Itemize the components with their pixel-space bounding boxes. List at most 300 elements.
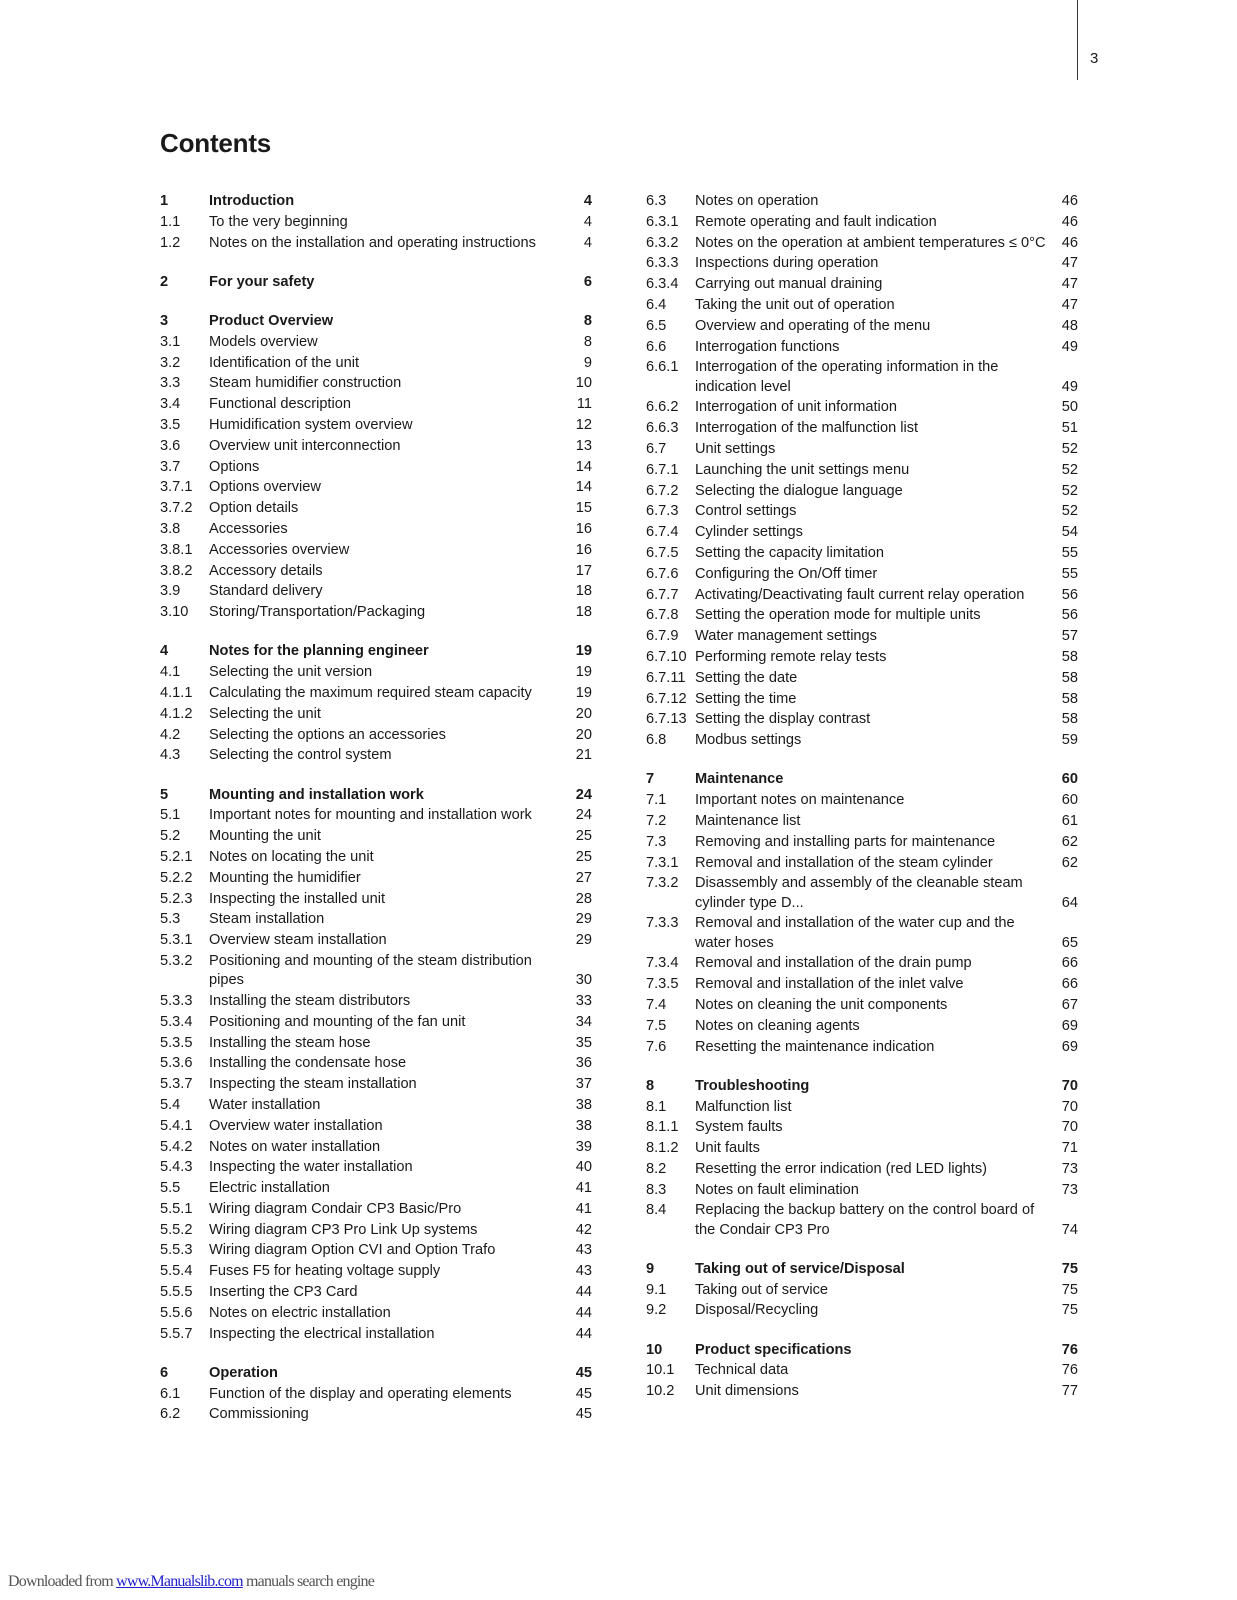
toc-entry[interactable] bbox=[160, 1200, 592, 1219]
toc-entry[interactable] bbox=[646, 1118, 1078, 1137]
toc-entry-number: 5.2.3 bbox=[160, 890, 193, 907]
toc-entry[interactable] bbox=[646, 731, 1078, 750]
toc-entry-title: Replacing the backup battery on the control board of the Condair CP3 Pro bbox=[695, 1202, 1035, 1238]
toc-entry-title: Mounting the humidifier bbox=[209, 869, 361, 886]
toc-entry-number: 3.5 bbox=[160, 416, 181, 433]
toc-entry[interactable] bbox=[160, 562, 592, 581]
toc-entry[interactable] bbox=[160, 1075, 592, 1094]
toc-entry[interactable] bbox=[160, 827, 592, 846]
toc-entry-number: 6.7.1 bbox=[646, 461, 679, 478]
toc-entry-page: 73 bbox=[1061, 1160, 1078, 1177]
toc-entry[interactable] bbox=[646, 338, 1078, 357]
toc-entry-page: 14 bbox=[575, 458, 592, 475]
toc-entry-page: 49 bbox=[1061, 378, 1078, 395]
toc-entry-number: 5.4.1 bbox=[160, 1117, 193, 1134]
toc-entry[interactable] bbox=[646, 975, 1078, 994]
toc-entry-page: 60 bbox=[1061, 771, 1078, 788]
toc-entry-title: Notes for the planning engineer bbox=[209, 643, 429, 660]
toc-entry[interactable] bbox=[646, 710, 1078, 729]
toc-entry-title: Calculating the maximum required steam capacity bbox=[209, 684, 532, 701]
toc-entry-page: 42 bbox=[575, 1221, 592, 1238]
toc-entry[interactable] bbox=[646, 502, 1078, 521]
toc-entry[interactable] bbox=[160, 1013, 592, 1032]
toc-entry-number: 4 bbox=[160, 643, 169, 660]
toc-entry-number: 4.1 bbox=[160, 664, 181, 681]
toc-entry-number: 6.8 bbox=[646, 732, 667, 749]
toc-entry-number: 8 bbox=[646, 1077, 655, 1094]
toc-entry-title: Mounting and installation work bbox=[209, 786, 424, 803]
toc-entry-number: 3.7 bbox=[160, 458, 181, 475]
toc-entry-page: 58 bbox=[1061, 690, 1078, 707]
toc-entry[interactable] bbox=[160, 848, 592, 867]
toc-chapter-entry[interactable] bbox=[160, 312, 592, 331]
toc-entry-title: Inspections during operation bbox=[695, 255, 879, 272]
toc-entry-page: 38 bbox=[575, 1117, 592, 1134]
toc-entry[interactable] bbox=[646, 275, 1078, 294]
toc-entry[interactable] bbox=[160, 603, 592, 622]
toc-entry-title: Installing the steam hose bbox=[209, 1034, 371, 1051]
toc-entry[interactable] bbox=[160, 213, 592, 232]
toc-entry-number: 9 bbox=[646, 1260, 655, 1277]
toc-entry[interactable] bbox=[160, 416, 592, 435]
toc-entry[interactable] bbox=[646, 192, 1078, 211]
toc-entry-page: 45 bbox=[575, 1385, 592, 1402]
toc-entry-page: 51 bbox=[1061, 420, 1078, 437]
toc-entry[interactable] bbox=[646, 648, 1078, 667]
toc-entry-number: 6.6.3 bbox=[646, 420, 679, 437]
toc-entry[interactable] bbox=[160, 952, 592, 990]
toc-chapter-entry[interactable] bbox=[646, 1260, 1078, 1279]
toc-entry-page: 34 bbox=[575, 1013, 592, 1030]
toc-entry-number: 3.8 bbox=[160, 520, 181, 537]
toc-entry[interactable] bbox=[160, 499, 592, 518]
manualslib-link[interactable]: www.Manualslib.com bbox=[116, 1573, 243, 1590]
toc-entry-page: 28 bbox=[575, 890, 592, 907]
toc-entry[interactable] bbox=[160, 705, 592, 724]
toc-entry-page: 47 bbox=[1061, 255, 1078, 272]
toc-entry-number: 6.7.3 bbox=[646, 503, 679, 520]
toc-entry-page: 16 bbox=[575, 541, 592, 558]
toc-entry[interactable] bbox=[646, 1038, 1078, 1057]
toc-entry[interactable] bbox=[646, 791, 1078, 810]
toc-entry-page: 46 bbox=[1061, 193, 1078, 209]
toc-entry-number: 5.3.1 bbox=[160, 932, 193, 949]
toc-entry-title: Accessories overview bbox=[209, 541, 350, 558]
toc-entry[interactable] bbox=[160, 458, 592, 477]
toc-entry-number: 7.5 bbox=[646, 1017, 667, 1034]
toc-entry-title: Overview steam installation bbox=[209, 932, 387, 949]
toc-entry-title: Activating/Deactivating fault current relay operation bbox=[695, 586, 1025, 603]
toc-entry-title: Inspecting the steam installation bbox=[209, 1076, 417, 1093]
toc-entry-title: Functional description bbox=[209, 396, 351, 413]
toc-entry-number: 5.4.3 bbox=[160, 1159, 193, 1176]
toc-entry-page: 55 bbox=[1061, 565, 1078, 582]
toc-entry-page: 30 bbox=[575, 972, 592, 989]
toc-entry-number: 5.4.2 bbox=[160, 1138, 193, 1155]
toc-entry-page: 20 bbox=[575, 705, 592, 722]
toc-entry-number: 6.2 bbox=[160, 1406, 181, 1423]
page-number: 3 bbox=[1090, 50, 1099, 67]
toc-entry-title: Unit faults bbox=[695, 1140, 760, 1157]
toc-entry-page: 43 bbox=[575, 1263, 592, 1280]
toc-entry[interactable] bbox=[160, 931, 592, 950]
toc-entry-title: Operation bbox=[209, 1364, 278, 1381]
toc-chapter-entry[interactable] bbox=[160, 192, 592, 211]
toc-entry[interactable] bbox=[646, 544, 1078, 563]
toc-entry-number: 6.5 bbox=[646, 317, 667, 334]
toc-chapter-entry[interactable] bbox=[160, 642, 592, 661]
toc-entry-number: 6.3.4 bbox=[646, 276, 679, 293]
page-title: Contents bbox=[160, 128, 272, 158]
toc-entry-title: Carrying out manual draining bbox=[695, 276, 883, 293]
toc-entry[interactable] bbox=[646, 1201, 1078, 1239]
toc-entry[interactable] bbox=[646, 996, 1078, 1015]
toc-entry-number: 6.3.1 bbox=[646, 213, 679, 230]
toc-entry-title: Notes on locating the unit bbox=[209, 848, 374, 865]
toc-entry-number: 8.2 bbox=[646, 1160, 667, 1177]
toc-entry-number: 5.3.7 bbox=[160, 1076, 193, 1093]
toc-entry-title: Important notes for mounting and installation work bbox=[209, 807, 532, 824]
toc-entry-number: 6.7.6 bbox=[646, 565, 679, 582]
toc-entry-page: 18 bbox=[575, 583, 592, 600]
toc-entry[interactable] bbox=[160, 684, 592, 703]
toc-entry-title: Disposal/Recycling bbox=[695, 1302, 819, 1319]
toc-entry-title: Commissioning bbox=[209, 1406, 309, 1423]
toc-entry-page: 44 bbox=[575, 1304, 592, 1321]
toc-entry-title: Storing/Transportation/Packaging bbox=[209, 604, 426, 621]
toc-entry[interactable] bbox=[646, 565, 1078, 584]
toc-entry-number: 10.2 bbox=[646, 1383, 675, 1400]
toc-entry-page: 24 bbox=[575, 786, 592, 803]
toc-entry[interactable] bbox=[160, 1054, 592, 1073]
toc-entry-page: 12 bbox=[575, 416, 592, 433]
toc-entry[interactable] bbox=[160, 582, 592, 601]
toc-entry-page: 4 bbox=[583, 193, 592, 209]
toc-entry-title: Introduction bbox=[209, 193, 295, 209]
toc-entry[interactable] bbox=[160, 1179, 592, 1198]
toc-entry[interactable] bbox=[160, 1304, 592, 1323]
toc-entry[interactable] bbox=[646, 690, 1078, 709]
toc-entry-page: 76 bbox=[1061, 1341, 1078, 1358]
toc-entry-title: Interrogation of the malfunction list bbox=[695, 420, 919, 437]
toc-entry-page: 74 bbox=[1061, 1221, 1078, 1238]
toc-entry-page: 62 bbox=[1061, 854, 1078, 871]
toc-entry-number: 5.2.1 bbox=[160, 848, 193, 865]
toc-entry[interactable] bbox=[160, 1138, 592, 1157]
toc-entry-title: Steam installation bbox=[209, 911, 325, 928]
toc-entry-number: 5.5.3 bbox=[160, 1242, 193, 1259]
toc-entry-number: 5 bbox=[160, 786, 169, 803]
toc-entry[interactable] bbox=[646, 254, 1078, 273]
toc-entry-page: 70 bbox=[1061, 1077, 1078, 1094]
toc-entry-number: 7.3.5 bbox=[646, 976, 679, 993]
toc-entry-title: Electric installation bbox=[209, 1180, 330, 1197]
toc-entry-number: 8.3 bbox=[646, 1181, 667, 1198]
toc-entry-number: 3.8.1 bbox=[160, 541, 193, 558]
toc-entry-title: Overview and operating of the menu bbox=[695, 317, 931, 334]
toc-entry-number: 6.1 bbox=[160, 1385, 181, 1402]
toc-entry[interactable] bbox=[646, 1301, 1078, 1320]
toc-entry-number: 7.1 bbox=[646, 792, 667, 809]
toc-entry-title: Modbus settings bbox=[695, 732, 802, 749]
toc-entry[interactable] bbox=[160, 1262, 592, 1281]
toc-entry[interactable] bbox=[646, 1098, 1078, 1117]
toc-entry[interactable] bbox=[160, 234, 592, 253]
toc-entry[interactable] bbox=[646, 1281, 1078, 1300]
toc-entry-title: Notes on the installation and operating instructions bbox=[209, 234, 536, 251]
toc-entry-title: Removal and installation of the steam cylinder bbox=[695, 854, 993, 871]
toc-entry-number: 1 bbox=[160, 193, 169, 209]
toc-entry[interactable] bbox=[646, 954, 1078, 973]
toc-entry-title: Resetting the error indication (red LED lights) bbox=[695, 1160, 988, 1177]
toc-entry[interactable] bbox=[160, 1385, 592, 1404]
toc-entry[interactable] bbox=[646, 1181, 1078, 1200]
toc-entry-title: Technical data bbox=[695, 1362, 789, 1379]
toc-entry-title: Cylinder settings bbox=[695, 524, 803, 541]
toc-entry-title: Installing the condensate hose bbox=[209, 1055, 407, 1072]
toc-entry-number: 5.5.6 bbox=[160, 1304, 193, 1321]
toc-chapter-entry[interactable] bbox=[646, 770, 1078, 789]
toc-entry-number: 5.5.5 bbox=[160, 1284, 193, 1301]
toc-entry-page: 43 bbox=[575, 1242, 592, 1259]
toc-entry-page: 52 bbox=[1061, 503, 1078, 520]
toc-left-column bbox=[160, 192, 592, 1426]
toc-entry-title: Removing and installing parts for maintenance bbox=[695, 833, 996, 850]
toc-entry[interactable] bbox=[160, 726, 592, 745]
toc-entry[interactable] bbox=[646, 1139, 1078, 1158]
toc-entry-page: 54 bbox=[1061, 524, 1078, 541]
toc-entry[interactable] bbox=[646, 874, 1078, 912]
toc-entry[interactable] bbox=[160, 437, 592, 456]
toc-entry-number: 6.3 bbox=[646, 193, 667, 209]
toc-entry[interactable] bbox=[160, 1158, 592, 1177]
toc-entry-number: 3.3 bbox=[160, 375, 181, 392]
toc-entry-page: 19 bbox=[575, 643, 592, 660]
toc-entry[interactable] bbox=[160, 478, 592, 497]
toc-entry-title: Notes on water installation bbox=[209, 1138, 381, 1155]
toc-entry[interactable] bbox=[160, 333, 592, 352]
toc-entry[interactable] bbox=[646, 358, 1078, 396]
toc-entry-title: Removal and installation of the drain pump bbox=[695, 955, 972, 972]
toc-entry-number: 4.2 bbox=[160, 726, 181, 743]
toc-entry-page: 8 bbox=[583, 333, 592, 350]
toc-chapter-entry[interactable] bbox=[160, 1364, 592, 1383]
toc-entry-page: 4 bbox=[583, 234, 592, 251]
toc-entry-number: 3.1 bbox=[160, 333, 181, 350]
toc-entry-title: Inserting the CP3 Card bbox=[209, 1284, 358, 1301]
toc-entry[interactable] bbox=[646, 1382, 1078, 1401]
toc-entry-page: 52 bbox=[1061, 440, 1078, 457]
toc-entry-title: Performing remote relay tests bbox=[695, 648, 887, 665]
toc-entry[interactable] bbox=[160, 992, 592, 1011]
toc-entry-page: 48 bbox=[1061, 317, 1078, 334]
toc-entry-number: 6.4 bbox=[646, 296, 667, 313]
toc-entry[interactable] bbox=[160, 890, 592, 909]
toc-entry-page: 59 bbox=[1061, 732, 1078, 749]
toc-entry-page: 44 bbox=[575, 1284, 592, 1301]
toc-entry-title: Selecting the unit bbox=[209, 705, 321, 722]
toc-entry-page: 10 bbox=[575, 375, 592, 392]
toc-entry-page: 69 bbox=[1061, 1017, 1078, 1034]
toc-entry[interactable] bbox=[160, 1117, 592, 1136]
toc-entry[interactable] bbox=[160, 1096, 592, 1115]
toc-entry[interactable] bbox=[160, 1325, 592, 1344]
toc-entry-title: Water installation bbox=[209, 1096, 321, 1113]
toc-entry-page: 45 bbox=[575, 1364, 592, 1381]
toc-entry[interactable] bbox=[646, 914, 1078, 952]
toc-entry-number: 5.3.6 bbox=[160, 1055, 193, 1072]
toc-entry-page: 39 bbox=[575, 1138, 592, 1155]
toc-entry[interactable] bbox=[646, 317, 1078, 336]
toc-entry-page: 29 bbox=[575, 911, 592, 928]
toc-entry-number: 6.7.11 bbox=[646, 669, 686, 686]
toc-entry-title: Standard delivery bbox=[209, 583, 323, 600]
toc-entry[interactable] bbox=[646, 1160, 1078, 1179]
toc-entry-title: Setting the display contrast bbox=[695, 711, 871, 728]
toc-entry[interactable] bbox=[646, 1017, 1078, 1036]
toc-entry[interactable] bbox=[160, 910, 592, 929]
toc-entry-number: 4.1.1 bbox=[160, 684, 193, 701]
toc-entry[interactable] bbox=[646, 419, 1078, 438]
toc-entry[interactable] bbox=[160, 395, 592, 414]
toc-chapter-entry[interactable] bbox=[646, 1341, 1078, 1360]
toc-entry-title: Setting the date bbox=[695, 669, 798, 686]
toc-entry[interactable] bbox=[160, 1221, 592, 1240]
toc-entry-title: Unit dimensions bbox=[695, 1383, 799, 1400]
toc-entry-title: Removal and installation of the inlet valve bbox=[695, 976, 964, 993]
toc-entry-title: Launching the unit settings menu bbox=[695, 461, 910, 478]
toc-entry[interactable] bbox=[160, 806, 592, 825]
toc-entry[interactable] bbox=[646, 440, 1078, 459]
toc-entry-page: 8 bbox=[583, 313, 592, 329]
toc-entry[interactable] bbox=[646, 213, 1078, 232]
toc-entry[interactable] bbox=[646, 1361, 1078, 1380]
toc-entry[interactable] bbox=[160, 1283, 592, 1302]
toc-entry-title: Wiring diagram CP3 Pro Link Up systems bbox=[209, 1221, 478, 1238]
toc-entry-title: Selecting the options an accessories bbox=[209, 726, 446, 743]
toc-entry-page: 33 bbox=[575, 992, 592, 1009]
toc-entry-page: 70 bbox=[1061, 1098, 1078, 1115]
toc-entry[interactable] bbox=[160, 354, 592, 373]
toc-entry-title: System faults bbox=[695, 1119, 783, 1136]
toc-entry[interactable] bbox=[160, 374, 592, 393]
toc-entry[interactable] bbox=[646, 606, 1078, 625]
toc-entry-title: Maintenance bbox=[695, 771, 784, 788]
toc-entry[interactable] bbox=[646, 669, 1078, 688]
toc-entry-number: 5.1 bbox=[160, 807, 181, 824]
toc-entry-title: Wiring diagram Condair CP3 Basic/Pro bbox=[209, 1200, 462, 1217]
toc-entry-page: 29 bbox=[575, 932, 592, 949]
toc-entry-number: 6.7.9 bbox=[646, 628, 679, 645]
toc-entry-number: 8.1.2 bbox=[646, 1140, 679, 1157]
toc-entry-page: 46 bbox=[1061, 234, 1078, 251]
toc-entry-number: 6.6.1 bbox=[646, 359, 679, 376]
toc-entry[interactable] bbox=[160, 746, 592, 765]
toc-entry-page: 11 bbox=[576, 396, 592, 413]
toc-entry-number: 5.3.4 bbox=[160, 1013, 193, 1030]
toc-chapter-entry[interactable] bbox=[646, 1077, 1078, 1096]
toc-entry[interactable] bbox=[160, 520, 592, 539]
toc-entry-number: 3.10 bbox=[160, 604, 189, 621]
toc-entry-title: Setting the time bbox=[695, 690, 797, 707]
toc-entry[interactable] bbox=[160, 541, 592, 560]
toc-entry-number: 3.7.2 bbox=[160, 500, 193, 517]
toc-entry-title: Selecting the control system bbox=[209, 747, 392, 764]
toc-entry[interactable] bbox=[160, 1241, 592, 1260]
toc-entry-page: 50 bbox=[1061, 399, 1078, 416]
toc-entry-title: Selecting the dialogue language bbox=[695, 482, 903, 499]
toc-entry-number: 5.2.2 bbox=[160, 869, 193, 886]
toc-entry-number: 6.7.12 bbox=[646, 690, 687, 707]
toc-entry-number: 5.3.5 bbox=[160, 1034, 193, 1051]
toc-entry-title: Interrogation functions bbox=[695, 338, 840, 355]
toc-entry-title: Positioning and mounting of the fan unit bbox=[209, 1013, 466, 1030]
toc-entry[interactable] bbox=[646, 482, 1078, 501]
toc-entry-number: 8.1.1 bbox=[646, 1119, 679, 1136]
toc-entry-title: Important notes on maintenance bbox=[695, 792, 905, 809]
toc-entry[interactable] bbox=[160, 663, 592, 682]
toc-entry-page: 36 bbox=[575, 1055, 592, 1072]
toc-entry-title: Inspecting the installed unit bbox=[209, 890, 386, 907]
toc-entry-title: Taking out of service/Disposal bbox=[695, 1260, 905, 1277]
toc-entry-number: 6.7.4 bbox=[646, 524, 679, 541]
toc-entry-number: 6.7.10 bbox=[646, 648, 687, 665]
toc-entry-title: Control settings bbox=[695, 503, 797, 520]
toc-entry-number: 7.4 bbox=[646, 996, 667, 1013]
toc-entry-number: 3 bbox=[160, 313, 169, 329]
toc-entry-number: 6.6.2 bbox=[646, 399, 679, 416]
toc-chapter-entry[interactable] bbox=[160, 786, 592, 805]
toc-entry[interactable] bbox=[646, 586, 1078, 605]
toc-entry[interactable] bbox=[646, 833, 1078, 852]
toc-entry-number: 4.1.2 bbox=[160, 705, 193, 722]
toc-entry-title: Function of the display and operating elements bbox=[209, 1385, 512, 1402]
toc-entry-title: For your safety bbox=[209, 273, 315, 290]
toc-entry[interactable] bbox=[646, 627, 1078, 646]
toc-entry[interactable] bbox=[160, 1405, 592, 1424]
toc-entry[interactable] bbox=[646, 812, 1078, 831]
toc-entry-title: Options overview bbox=[209, 479, 321, 496]
toc-entry-title: Steam humidifier construction bbox=[209, 375, 402, 392]
toc-entry-title: Humidification system overview bbox=[209, 416, 413, 433]
toc-entry-page: 21 bbox=[575, 747, 592, 764]
toc-entry-page: 64 bbox=[1061, 894, 1078, 911]
toc-entry[interactable] bbox=[646, 398, 1078, 417]
toc-entry[interactable] bbox=[160, 1034, 592, 1053]
footer-prefix: Downloaded from bbox=[8, 1573, 117, 1590]
toc-entry-number: 6.7.8 bbox=[646, 607, 679, 624]
toc-entry-number: 6.7.5 bbox=[646, 544, 679, 561]
toc-entry-page: 16 bbox=[575, 520, 592, 537]
toc-entry[interactable] bbox=[646, 296, 1078, 315]
toc-chapter-entry[interactable] bbox=[160, 273, 592, 292]
toc-entry[interactable] bbox=[646, 461, 1078, 480]
toc-entry[interactable] bbox=[646, 234, 1078, 253]
toc-entry-number: 6 bbox=[160, 1364, 169, 1381]
toc-entry-number: 7.2 bbox=[646, 812, 667, 829]
toc-entry-title: Setting the capacity limitation bbox=[695, 544, 885, 561]
toc-entry-title: Mounting the unit bbox=[209, 828, 321, 845]
toc-entry[interactable] bbox=[646, 523, 1078, 542]
toc-entry[interactable] bbox=[160, 869, 592, 888]
toc-entry[interactable] bbox=[646, 854, 1078, 873]
toc-entry-number: 5.3.2 bbox=[160, 952, 193, 969]
toc-entry-title: Troubleshooting bbox=[695, 1077, 810, 1094]
toc-entry-number: 6.7.7 bbox=[646, 586, 679, 603]
toc-entry-number: 9.1 bbox=[646, 1281, 667, 1298]
toc-entry-page: 69 bbox=[1061, 1038, 1078, 1055]
toc-entry-number: 6.7.13 bbox=[646, 711, 687, 728]
